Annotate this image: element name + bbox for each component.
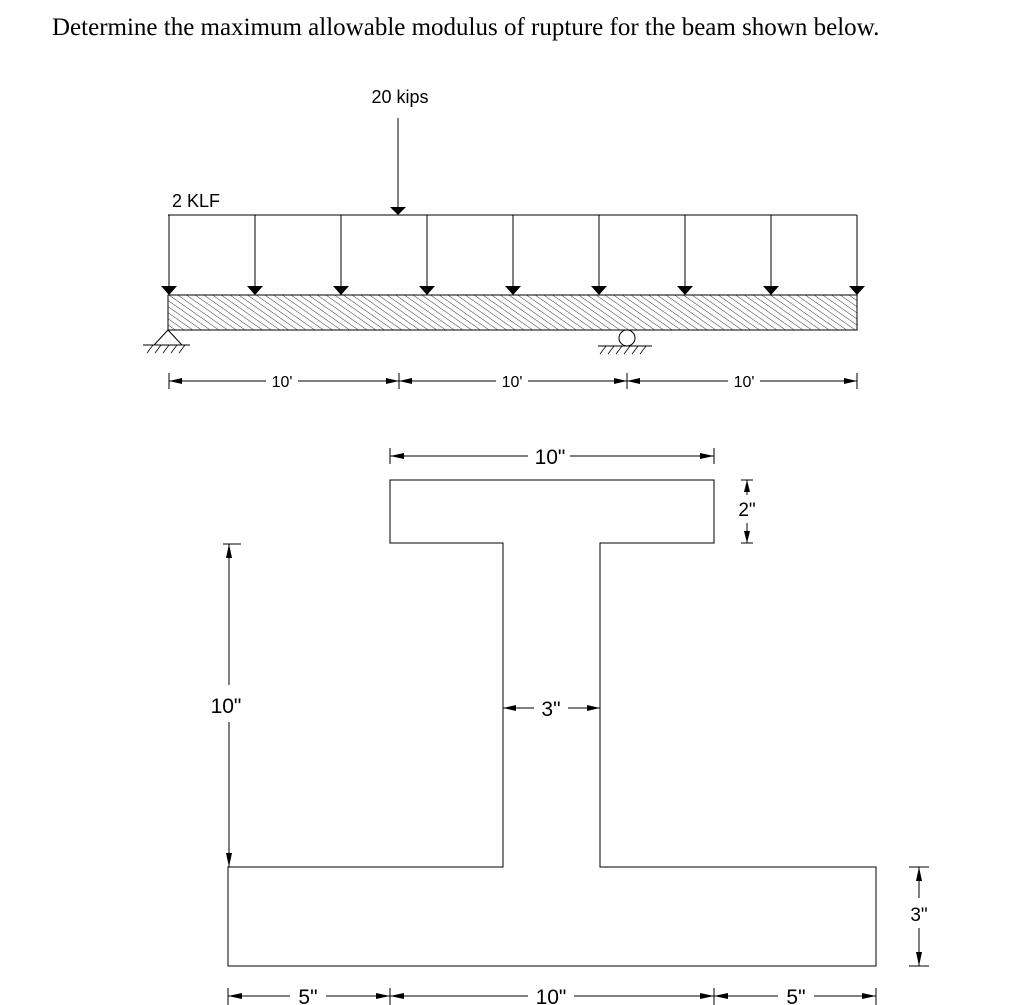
distributed-load-arrow: [591, 215, 607, 295]
web-thickness-label: 3": [541, 698, 561, 721]
bottom-width-right-label: 5": [786, 986, 806, 1005]
bottom-flange-thickness-label: 3": [910, 905, 928, 926]
roller-support: [598, 330, 652, 354]
point-load-label: 20 kips: [371, 87, 429, 107]
question-text: Determine the maximum allowable modulus of rupture for the beam shown below.: [52, 14, 880, 41]
distributed-load-arrow: [849, 215, 865, 295]
top-flange-thickness-label: 2": [738, 500, 756, 521]
bottom-width-left-label: 5": [298, 986, 318, 1005]
point-load-arrow: [390, 118, 406, 215]
bottom-width-middle-label: 10": [535, 986, 567, 1005]
distributed-load-arrow: [333, 215, 349, 295]
distributed-load-label: 2 KLF: [171, 191, 221, 211]
distributed-load-arrow: [247, 215, 263, 295]
distributed-load: [161, 215, 865, 295]
pin-support: [143, 330, 190, 353]
cross-section-outline: [228, 480, 876, 966]
span-label-1: 10': [271, 374, 293, 391]
web-height-label: 10": [210, 695, 242, 718]
distributed-load-arrow: [419, 215, 435, 295]
span-label-2: 10': [501, 374, 523, 391]
distributed-load-arrow: [677, 215, 693, 295]
span-label-3: 10': [733, 374, 755, 391]
distributed-load-arrow: [763, 215, 779, 295]
distributed-load-arrow: [505, 215, 521, 295]
distributed-load-arrow: [161, 215, 177, 295]
beam-body: [168, 295, 857, 330]
top-flange-width-label: 10": [534, 446, 566, 469]
